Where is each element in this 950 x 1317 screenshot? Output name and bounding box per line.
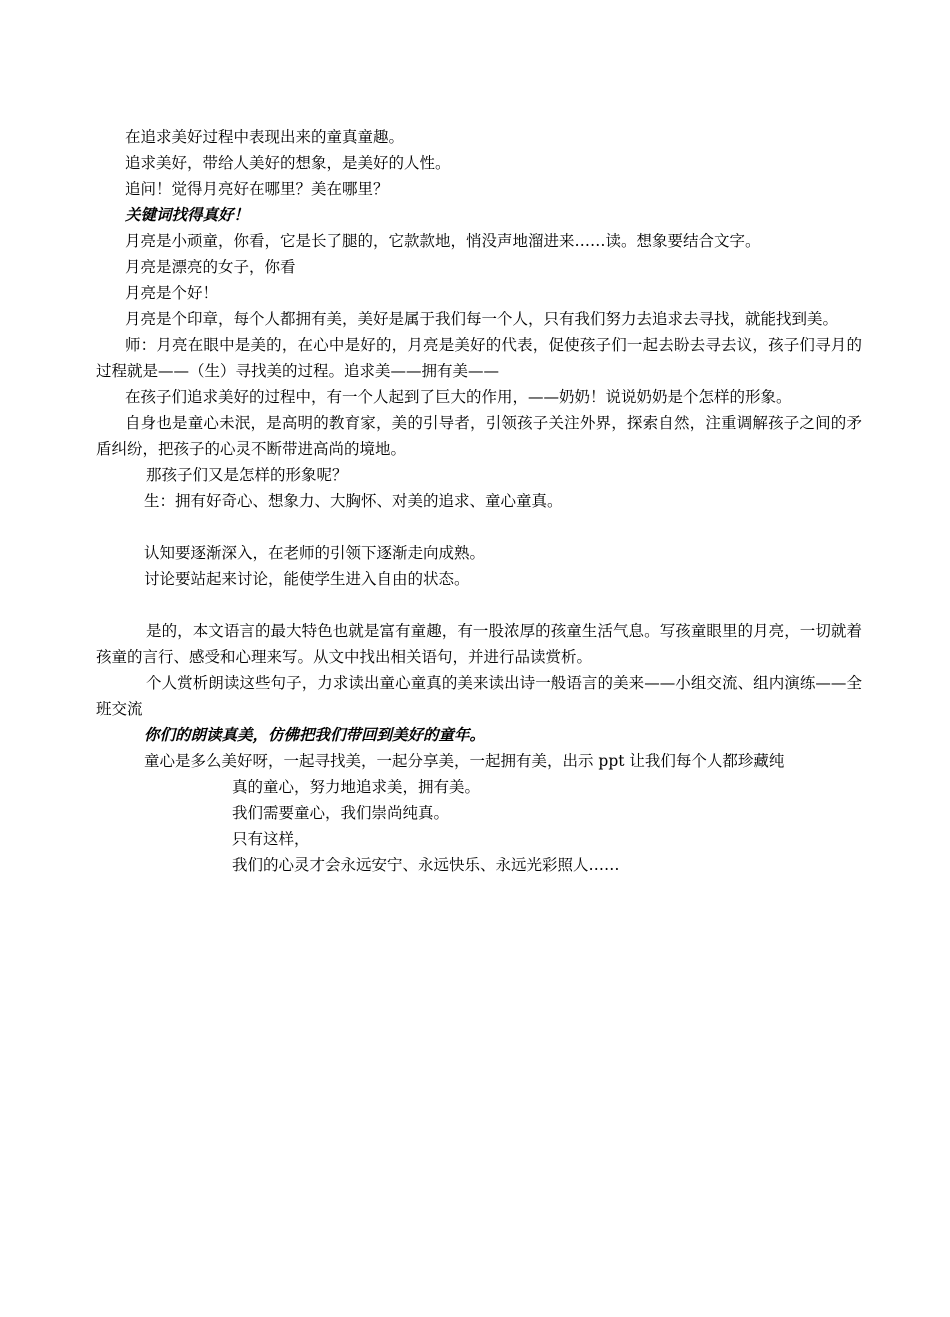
paragraph: 月亮是个好！: [125, 284, 219, 302]
paragraph: 追求美好，带给人美好的想象，是美好的人性。: [125, 154, 451, 172]
paragraph: 月亮是个印章，每个人都拥有美，美好是属于我们每一个人，只有我们努力去追求去寻找，就能找到美。: [125, 310, 839, 328]
paragraph: 个人赏析朗读这些句子，力求读出童心童真的美来读出诗一般语言的美来——小组交流、组内演练——全班交流: [96, 674, 862, 718]
paragraph: 月亮是小顽童，你看，它是长了腿的，它款款地，悄没声地溜进来……读。想象要结合文字。: [125, 232, 761, 250]
paragraph: 是的，本文语言的最大特色也就是富有童趣，有一股浓厚的孩童生活气息。写孩童眼里的月亮，一切就着孩童的言行、感受和心理来写。从文中找出相关语句，并进行品读赏析。: [96, 622, 862, 666]
paragraph: 自身也是童心未泯，是高明的教育家，美的引导者，引领孩子关注外界，探索自然，注重调解孩子之间的矛盾纠纷，把孩子的心灵不断带进高尚的境地。: [96, 414, 862, 458]
paragraph: 师：月亮在眼中是美的，在心中是好的，月亮是美好的代表，促使孩子们一起去盼去寻去议，孩子们寻月的过程就是——（生）寻找美的过程。追求美——拥有美——: [96, 336, 862, 380]
paragraph: 在追求美好过程中表现出来的童真童趣。: [125, 128, 405, 146]
blank-line: [96, 514, 862, 540]
paragraph: 认知要逐渐深入，在老师的引领下逐渐走向成熟。: [144, 544, 486, 562]
poem-line: 只有这样，: [232, 830, 310, 848]
paragraph: 月亮是漂亮的女子，你看: [125, 258, 296, 276]
closing-line: 童心是多么美好呀，一起寻找美，一起分享美，一起拥有美，出示 ppt 让我们每个人都珍藏纯: [144, 752, 785, 770]
emphasis-paragraph: 关键词找得真好！: [125, 206, 250, 224]
paragraph: 那孩子们又是怎样的形象呢？: [146, 466, 348, 484]
document-body: [96, 124, 862, 878]
poem-line: 我们需要童心，我们崇尚纯真。: [232, 804, 450, 822]
paragraph: 在孩子们追求美好的过程中，有一个人起到了巨大的作用，——奶奶！说说奶奶是个怎样的形象。: [125, 388, 792, 406]
blank-line: [96, 592, 862, 618]
paragraph: 生：拥有好奇心、想象力、大胸怀、对美的追求、童心童真。: [144, 492, 563, 510]
emphasis-paragraph: 你们的朗读真美，仿佛把我们带回到美好的童年。: [144, 726, 486, 744]
poem-line: 我们的心灵才会永远安宁、永远快乐、永远光彩照人……: [232, 856, 620, 874]
paragraph: 讨论要站起来讨论，能使学生进入自由的状态。: [144, 570, 470, 588]
closing-paragraph: [96, 748, 862, 800]
paragraph: 追问！觉得月亮好在哪里？美在哪里？: [125, 180, 389, 198]
closing-line: 真的童心，努力地追求美，拥有美。: [232, 778, 481, 796]
